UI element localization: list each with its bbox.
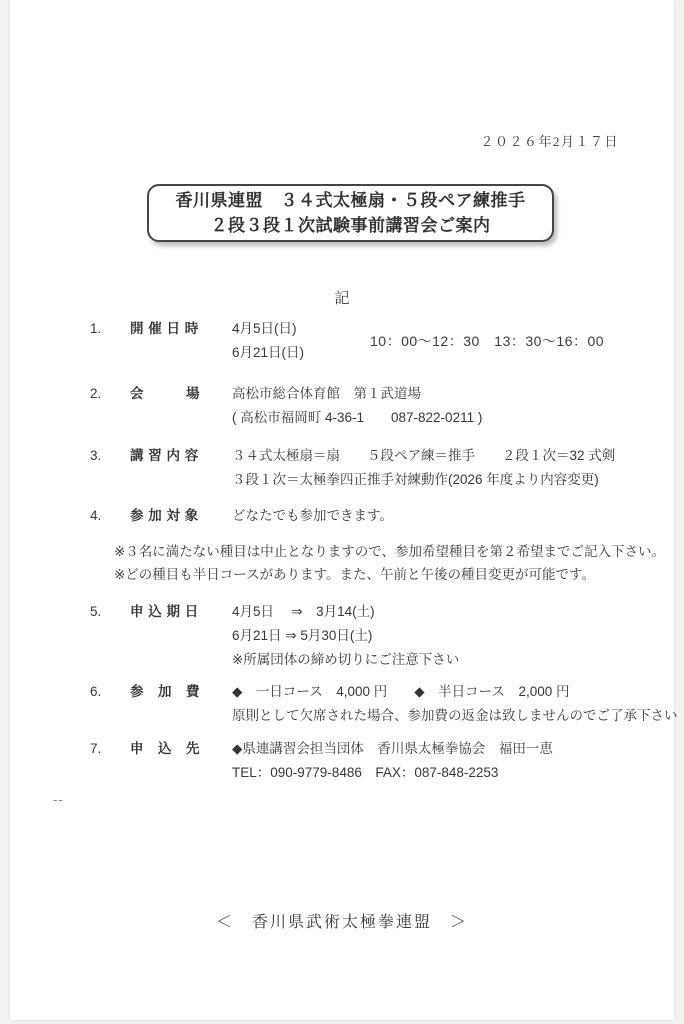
item-line: 6月21日 ⇒ 5月30日(土): [232, 628, 373, 643]
item-line: 高松市総合体育館 第１武道場: [232, 386, 421, 401]
item-number: 1.: [90, 321, 102, 336]
list-item-date-time: [90, 317, 604, 365]
item-number: 3.: [90, 448, 102, 463]
record-mark: 記: [334, 290, 350, 307]
item-body: [232, 680, 678, 728]
item-number: 4.: [90, 508, 102, 523]
item-body: [232, 600, 459, 672]
item-line: ３４式太極扇＝扇 ５段ペア練＝推手 ２段１次＝32 式剣: [232, 448, 616, 463]
item-line: 原則として欠席された場合、参加費の返金は致しませんのでご了承下さい: [232, 708, 678, 723]
list-item-eligibility: [90, 504, 393, 528]
item-number: 2.: [90, 386, 102, 401]
stray-mark: --: [53, 792, 64, 807]
item-body: [232, 737, 553, 785]
item-label: 講 習 内 容: [130, 448, 199, 463]
item-line: ( 高松市福岡町 4-36-1 087-822-0211 ): [232, 410, 483, 425]
item-line: TEL：090-9779-8486 FAX：087-848-2253: [232, 765, 499, 780]
item-number: 5.: [90, 604, 102, 619]
item-body: [232, 504, 393, 528]
list-item-contact: [90, 737, 553, 785]
title-line-2: ２段３段１次試験事前講習会ご案内: [210, 216, 491, 235]
item-line: ◆県連講習会担当団体 香川県太極拳協会 福田一恵: [232, 741, 553, 756]
item-label: 開 催 日 時: [130, 321, 199, 336]
notes-block: [114, 540, 665, 586]
footer-org-name: ＜ 香川県武術太極拳連盟 ＞: [215, 914, 468, 931]
announcement-title-box: [147, 184, 554, 242]
session-times: 10：00～12：30 13：30～16：00: [370, 333, 605, 349]
item-label: 参 加 費: [130, 684, 200, 699]
item-body: [232, 317, 604, 365]
item-line: ※所属団体の締め切りにご注意下さい: [232, 652, 460, 667]
item-body: [232, 382, 482, 430]
item-line: ３段１次＝太極拳四正推手対練動作(2026 年度より内容変更): [232, 472, 599, 487]
list-item-fee: [90, 680, 678, 728]
item-label: 参 加 対 象: [130, 508, 199, 523]
item-number: 6.: [90, 684, 102, 699]
note-line: ※３名に満たない種目は中止となりますので、参加希望種目を第２希望までご記入下さい。: [114, 544, 666, 559]
item-body: [232, 444, 615, 492]
item-line: ◆ 一日コース 4,000 円 ◆ 半日コース 2,000 円: [232, 684, 570, 699]
note-line: ※どの種目も半日コースがあります。また、午前と午後の種目変更が可能です。: [114, 567, 595, 582]
list-item-content: [90, 444, 615, 492]
item-number: 7.: [90, 741, 102, 756]
item-line: 4月5日 ⇒ 3月14(土): [232, 604, 375, 619]
list-item-venue: [90, 382, 482, 430]
item-label: 申 込 先: [130, 741, 200, 756]
item-line: どなたでも参加できます。: [232, 508, 393, 523]
item-label: 会 場: [130, 386, 200, 401]
session-dates: [232, 317, 370, 365]
list-item-deadline: [90, 600, 459, 672]
item-line: 4月5日(日): [232, 321, 297, 336]
title-line-1: 香川県連盟 ３４式太極扇・５段ペア練推手: [175, 191, 526, 210]
document-date: ２０２６年2月１７日: [480, 134, 619, 149]
item-label: 申 込 期 日: [130, 604, 199, 619]
item-line: 6月21日(日): [232, 345, 305, 360]
